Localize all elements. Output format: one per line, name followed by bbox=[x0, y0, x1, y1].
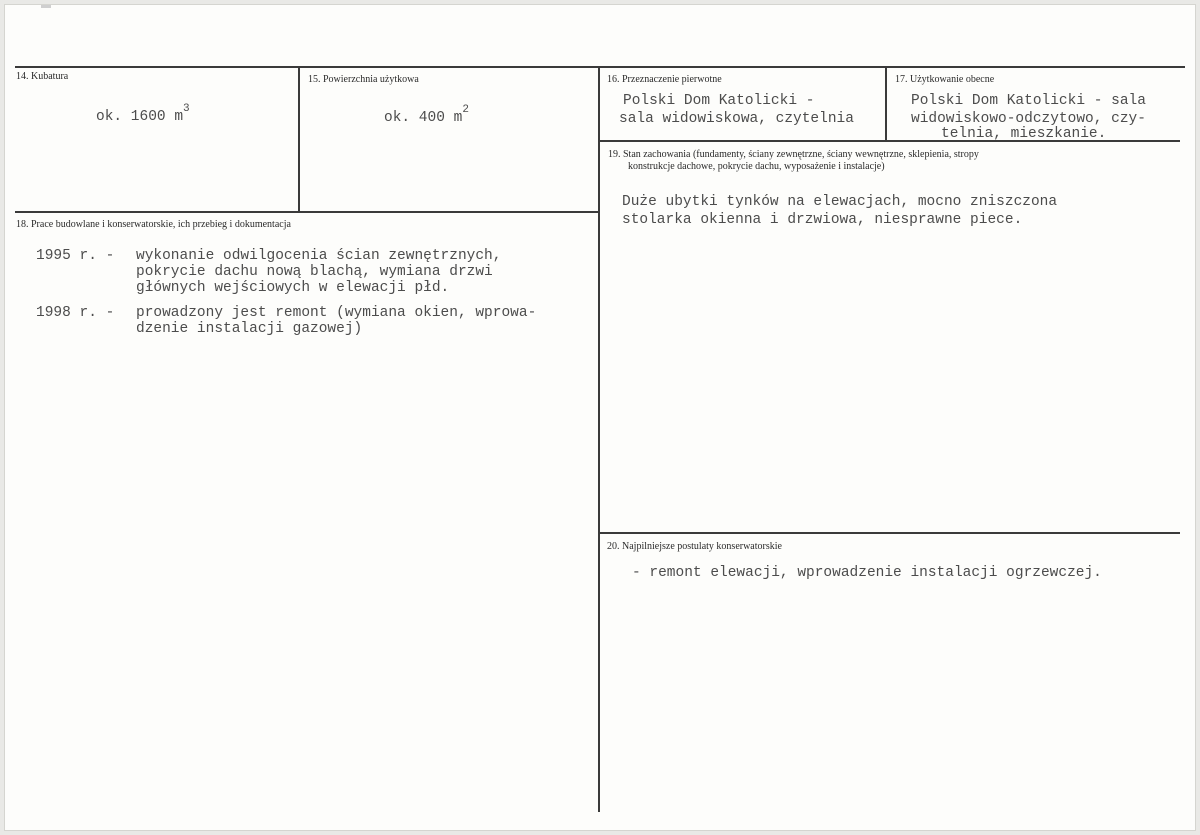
works-entry-line: prowadzony jest remont (wymiana okien, wprowa- bbox=[136, 305, 537, 321]
works-entry-year: 1995 r. - bbox=[36, 248, 115, 264]
field-20-text: - remont elewacji, wprowadzenie instalacji ogrzewczej. bbox=[632, 565, 1102, 581]
works-entry-year: 1998 r. - bbox=[36, 305, 115, 321]
cubature-exponent: 3 bbox=[183, 103, 190, 115]
field-17-line-3: telnia, mieszkanie. bbox=[941, 126, 1107, 142]
works-entry-line: dzenie instalacji gazowej) bbox=[136, 321, 363, 337]
divider-16-17 bbox=[885, 67, 887, 141]
usable-area-value: ok. 400 m bbox=[384, 109, 463, 126]
field-18-label: 18. Prace budowlane i konserwatorskie, ich przebieg i dokumentacja bbox=[16, 219, 291, 230]
works-entry-line: głównych wejściowych w elewacji płd. bbox=[136, 280, 450, 296]
works-entry-text bbox=[136, 248, 501, 296]
field-17-line-2: widowiskowo-odczytowo, czy- bbox=[911, 111, 1146, 127]
rule-above-20 bbox=[600, 532, 1180, 534]
works-entry-line: pokrycie dachu nową blachą, wymiana drzwi bbox=[136, 264, 493, 280]
field-14-label: 14. Kubatura bbox=[16, 71, 69, 82]
field-16-line-2: sala widowiskowa, czytelnia bbox=[619, 111, 854, 127]
field-19-label-line-2: konstrukcje dachowe, pokrycie dachu, wyposażenie i instalacje) bbox=[628, 161, 885, 172]
usable-area-exponent: 2 bbox=[462, 104, 469, 116]
inventory-card bbox=[4, 4, 1196, 831]
main-column-divider bbox=[598, 67, 600, 812]
field-16-label: 16. Przeznaczenie pierwotne bbox=[607, 74, 722, 85]
field-16-line-1: Polski Dom Katolicki - bbox=[623, 93, 815, 109]
field-19-line-1: Duże ubytki tynków na elewacjach, mocno zniszczona bbox=[622, 194, 1058, 210]
field-19-line-2: stolarka okienna i drzwiowa, niesprawne piece. bbox=[622, 212, 1023, 228]
rule-under-14-15 bbox=[15, 211, 599, 213]
field-15-value bbox=[384, 105, 469, 127]
field-17-line-1: Polski Dom Katolicki - sala bbox=[911, 93, 1146, 109]
field-14-value bbox=[96, 104, 190, 126]
top-rule bbox=[15, 66, 1185, 68]
field-19-label-line-1: 19. Stan zachowania (fundamenty, ściany zewnętrzne, ściany wewnętrzne, sklepienia, stropy bbox=[608, 149, 979, 160]
works-entry-text bbox=[136, 305, 536, 337]
works-entry-line: wykonanie odwilgocenia ścian zewnętrznych, bbox=[136, 248, 502, 264]
divider-14-15 bbox=[298, 67, 300, 211]
scan-artifact bbox=[41, 5, 51, 8]
field-20-label: 20. Najpilniejsze postulaty konserwatorskie bbox=[607, 541, 782, 552]
field-17-label: 17. Użytkowanie obecne bbox=[895, 74, 995, 85]
cubature-value: ok. 1600 m bbox=[96, 108, 184, 125]
field-15-label: 15. Powierzchnia użytkowa bbox=[308, 74, 419, 85]
